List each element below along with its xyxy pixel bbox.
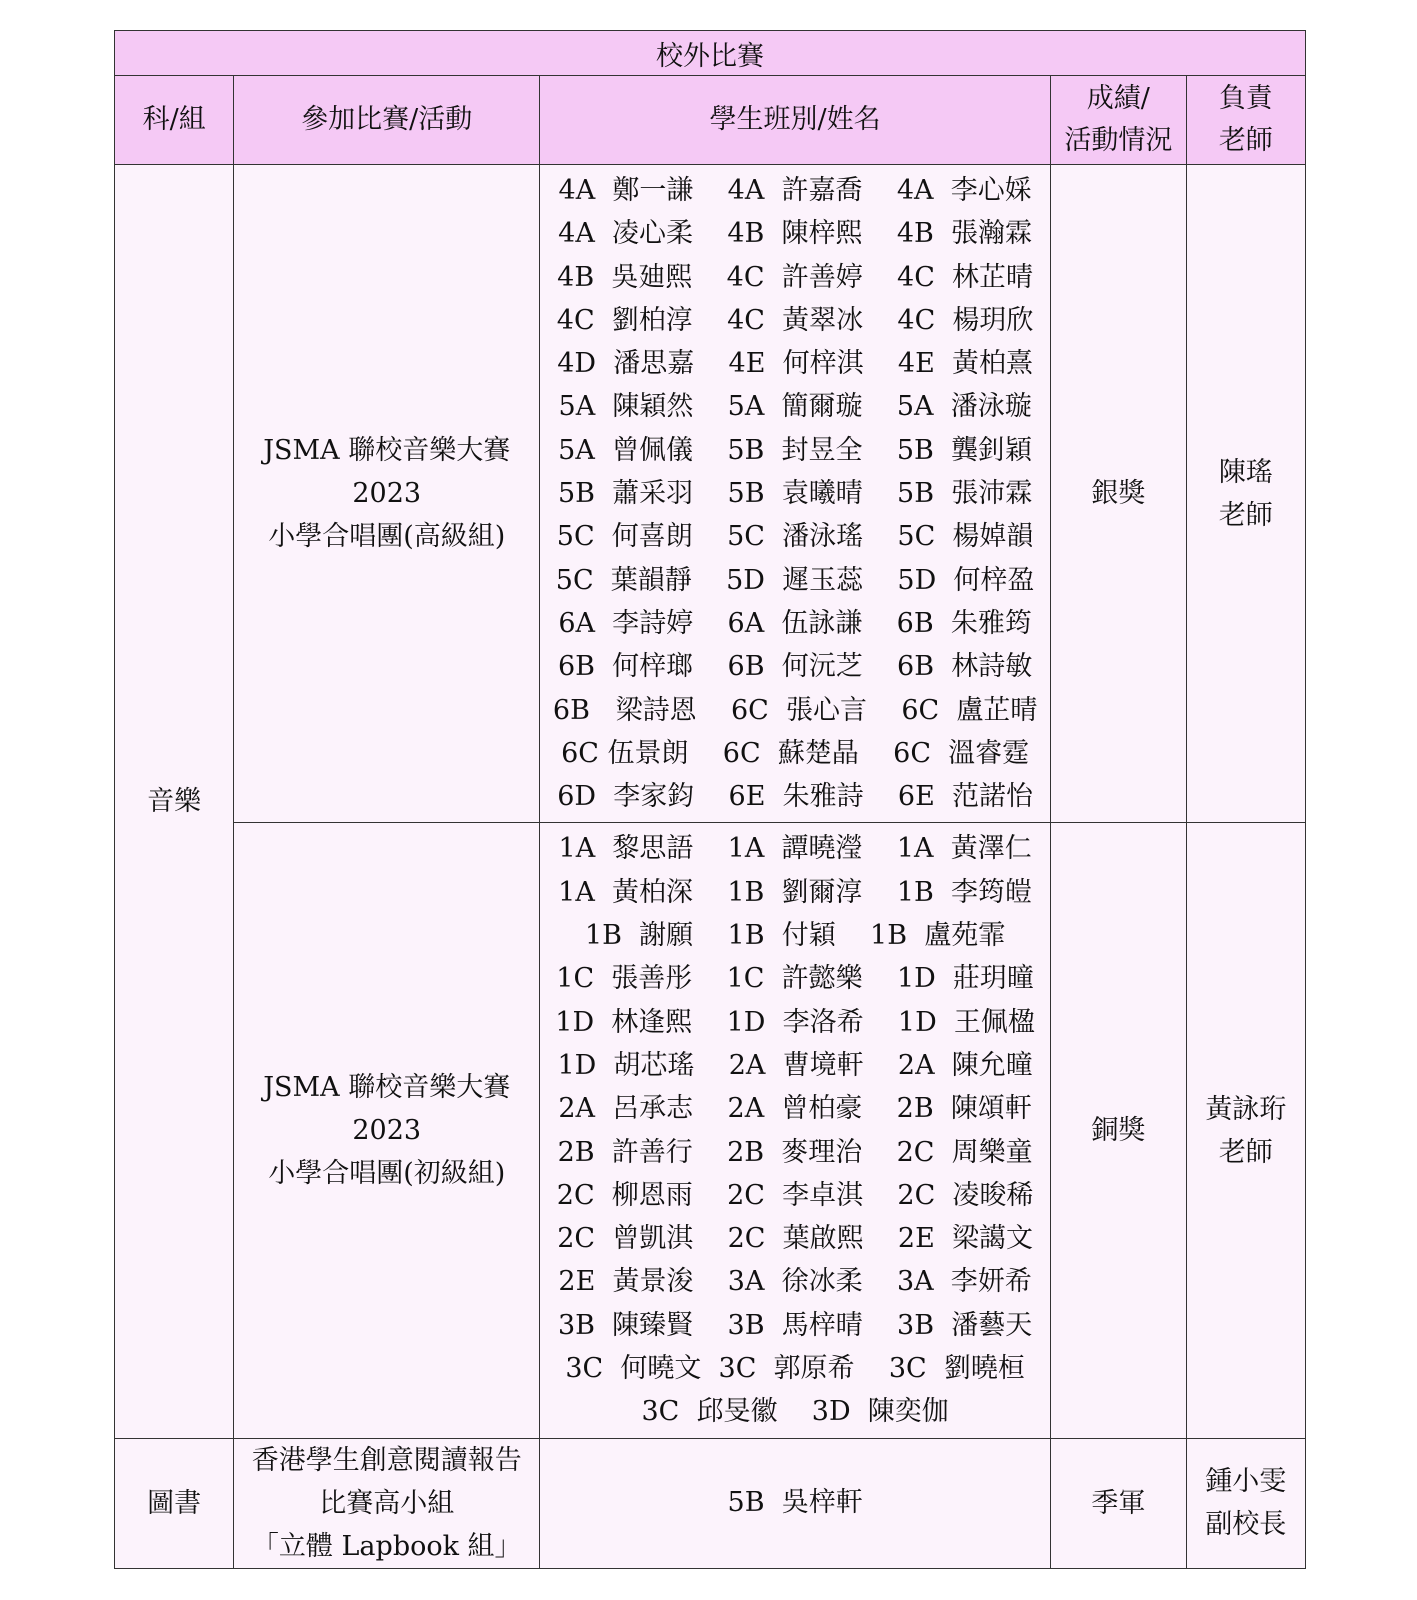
student-line: 4A 鄭一謙 4A 許嘉喬 4A 李心婇: [558, 175, 1032, 206]
competition-line: 小學合唱團(高級組): [268, 521, 506, 553]
competition-cell: [234, 165, 540, 823]
teacher-line: 副校長: [1205, 1509, 1287, 1541]
competition-cell: [234, 1438, 540, 1568]
student-line: 2C 曾凱淇 2C 葉啟熙 2E 梁譪文: [557, 1223, 1033, 1255]
table-title: 校外比賽: [115, 31, 1306, 76]
student-line: 4C 劉柏淳 4C 黃翠冰 4C 楊玥欣: [556, 304, 1034, 336]
student-line: 5C 何喜朗 5C 潘泳瑤 5C 楊婥韻: [556, 521, 1034, 553]
competition-cell: [234, 823, 540, 1438]
table-row: [115, 823, 1306, 1438]
student-line: 6A 李詩婷 6A 伍詠謙 6B 朱雅筠: [558, 607, 1032, 639]
result-cell: 銅獎: [1051, 823, 1187, 1438]
student-line: 3C 邱旻徽 3D 陳奕伽: [641, 1396, 949, 1428]
student-line: 5B 吳梓軒: [727, 1487, 863, 1519]
student-line: 6D 李家鈞 6E 朱雅詩 6E 范諾怡: [557, 781, 1033, 813]
student-line: 5C 葉韻靜 5D 遲玉蕊 5D 何梓盈: [555, 564, 1035, 596]
teacher-line: 陳瑤: [1218, 456, 1273, 488]
competition-line: 2023: [352, 1115, 422, 1147]
student-line: 3B 陳臻賢 3B 馬梓晴 3B 潘藝天: [558, 1309, 1033, 1341]
teacher-line: 老師: [1218, 499, 1273, 531]
student-line: 2C 柳恩雨 2C 李卓淇 2C 凌晙稀: [556, 1179, 1034, 1211]
teacher-cell: [1186, 823, 1305, 1438]
header-row: [115, 76, 1306, 165]
student-line: 5A 陳穎然 5A 簡爾璇 5A 潘泳璇: [558, 391, 1032, 423]
student-line: 2E 黃景浚 3A 徐冰柔 3A 李妍希: [558, 1266, 1032, 1298]
result-cell: 銀獎: [1051, 165, 1187, 823]
competition-line: 小學合唱團(初級組): [268, 1158, 506, 1190]
student-line: 5A 曾佩儀 5B 封昱全 5B 龔釗穎: [558, 434, 1033, 466]
header-teacher: [1186, 76, 1305, 165]
header-result-line: 活動情況: [1064, 125, 1173, 156]
teacher-line: 老師: [1218, 1136, 1273, 1168]
student-line: 5B 蕭采羽 5B 袁曦晴 5B 張沛霖: [558, 478, 1033, 510]
student-line: 6B 梁詩恩 6C 張心言 6C 盧芷晴: [552, 694, 1038, 726]
teacher-line: 黃詠珩: [1205, 1093, 1287, 1125]
competition-line: 香港學生創意閱讀報告: [251, 1444, 522, 1476]
students-cell: [540, 823, 1051, 1438]
subject-library: 圖書: [115, 1438, 234, 1568]
competition-line: 「立體 Lapbook 組」: [251, 1530, 522, 1562]
table-row: [115, 1438, 1306, 1568]
header-students: 學生班別/姓名: [540, 76, 1051, 165]
student-line: 1A 黎思語 1A 譚曉瀅 1A 黃澤仁: [558, 833, 1032, 865]
competition-line: 比賽高小組: [319, 1487, 455, 1519]
subject-music: 音樂: [115, 165, 234, 1439]
student-line: 3C 何曉文 3C 郭原希 3C 劉曉桓: [565, 1353, 1025, 1385]
header-teacher-line: 老師: [1218, 125, 1273, 156]
student-line: 1B 謝願 1B 付穎 1B 盧苑霏: [585, 920, 1006, 952]
competition-line: JSMA 聯校音樂大賽: [263, 1072, 511, 1104]
student-line: 1D 胡芯瑤 2A 曹境軒 2A 陳允曈: [557, 1049, 1033, 1081]
student-line: 6C 伍景朗 6C 蘇楚晶 6C 溫睿霆: [561, 737, 1030, 769]
table-title-row: [115, 31, 1306, 76]
student-line: 2B 許善行 2B 麥理治 2C 周樂童: [557, 1136, 1033, 1168]
student-line: 6B 何梓瑯 6B 何沅芝 6B 林詩敏: [558, 651, 1033, 683]
header-subject: 科/組: [115, 76, 234, 165]
student-line: 2A 呂承志 2A 曾柏豪 2B 陳頌軒: [558, 1093, 1032, 1125]
student-line: 1D 林逢熙 1D 李洛希 1D 王佩楹: [555, 1006, 1035, 1038]
student-line: 4B 吳廸熙 4C 許善婷 4C 林芷晴: [557, 261, 1034, 293]
student-line: 1A 黃柏深 1B 劉爾淳 1B 李筠皚: [558, 876, 1033, 908]
awards-table: [114, 30, 1306, 1569]
teacher-cell: [1186, 1438, 1305, 1568]
teacher-cell: [1186, 165, 1305, 823]
competition-line: 2023: [352, 478, 422, 510]
header-result: [1051, 76, 1187, 165]
student-line: 4A 凌心柔 4B 陳梓熙 4B 張瀚霖: [558, 218, 1033, 250]
result-cell: 季軍: [1051, 1438, 1187, 1568]
header-competition: 參加比賽/活動: [234, 76, 540, 165]
students-cell: [540, 165, 1051, 823]
student-line: 1C 張善彤 1C 許懿樂 1D 莊玥曈: [556, 963, 1034, 995]
student-line: 4D 潘思嘉 4E 何梓淇 4E 黃柏熹: [557, 348, 1033, 380]
header-teacher-line: 負責: [1218, 83, 1273, 114]
teacher-line: 鍾小雯: [1205, 1466, 1287, 1498]
students-cell: [540, 1438, 1051, 1568]
competition-line: JSMA 聯校音樂大賽: [263, 435, 511, 467]
table-row: [115, 165, 1306, 823]
header-result-line: 成績/: [1086, 83, 1150, 114]
